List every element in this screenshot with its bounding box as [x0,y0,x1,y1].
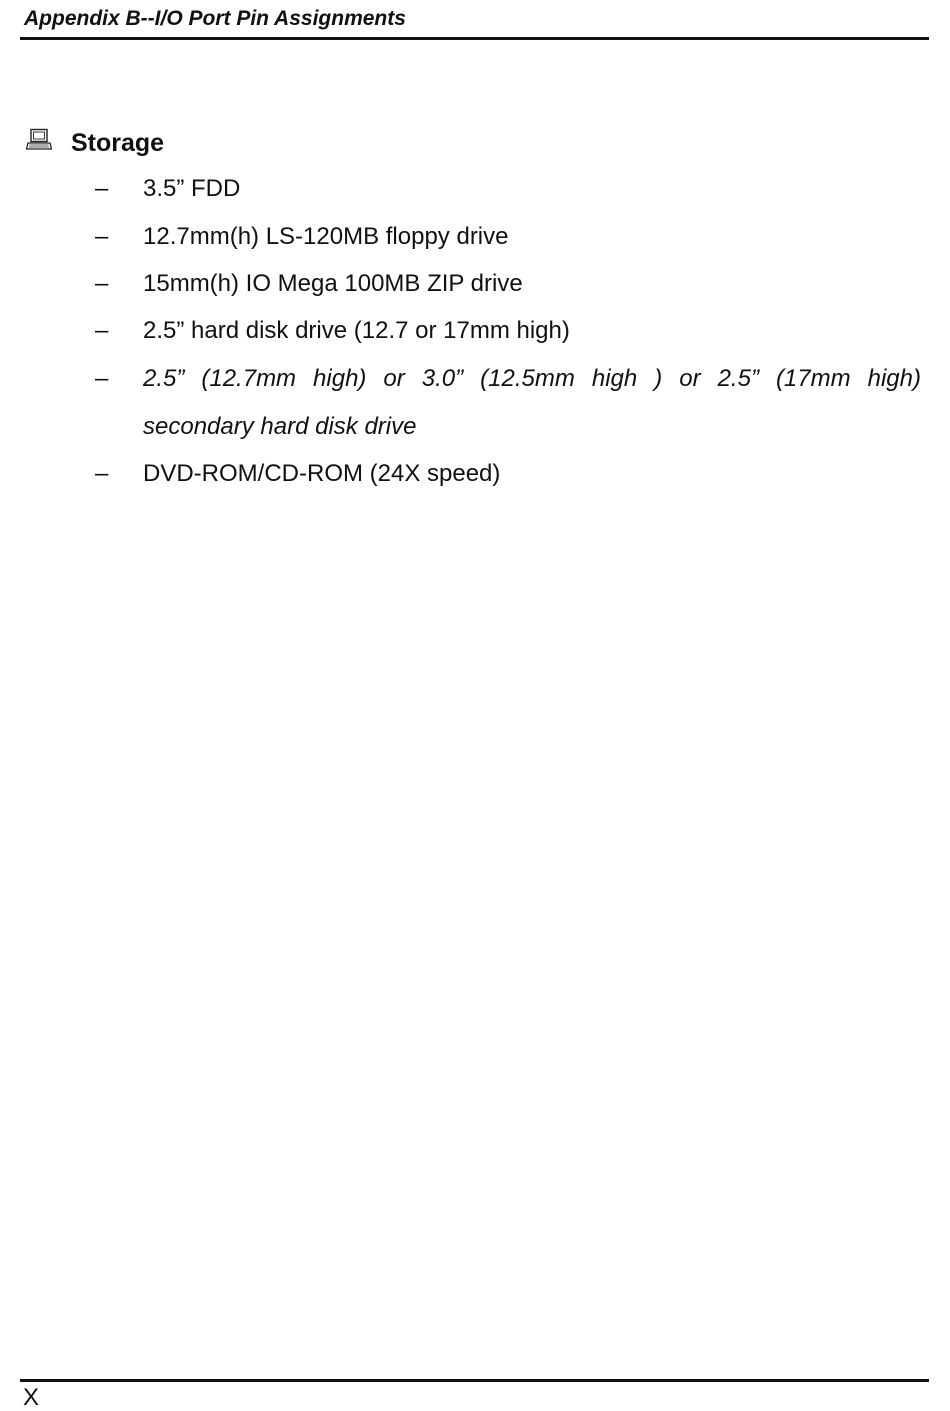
list-item-text: 12.7mm(h) LS-120MB floppy drive [143,223,509,250]
list-item-text: 2.5” hard disk drive (12.7 or 17mm high) [143,317,570,344]
list-bullet: – [95,223,109,250]
list-item-text-line-2: secondary hard disk drive [143,413,417,440]
list-item-text: 3.5” FDD [143,175,241,202]
header-divider [20,37,929,40]
section-heading: Storage [71,129,165,157]
list-item-text: DVD-ROM/CD-ROM (24X speed) [143,460,501,487]
list-bullet: – [95,175,109,202]
list-item-text-line-1: 2.5” (12.7mm high) or 3.0” (12.5mm high ) or 2.5” (17mm high) [143,365,921,392]
list-bullet: – [95,270,109,297]
list-item-text: 15mm(h) IO Mega 100MB ZIP drive [143,270,523,297]
header-title: Appendix B--I/O Port Pin Assignments [24,7,406,30]
footer-divider [20,1379,929,1382]
list-bullet: – [95,317,109,344]
laptop-icon [26,128,52,152]
page-number: X [23,1384,40,1411]
list-bullet: – [95,365,109,392]
list-bullet: – [95,460,109,487]
